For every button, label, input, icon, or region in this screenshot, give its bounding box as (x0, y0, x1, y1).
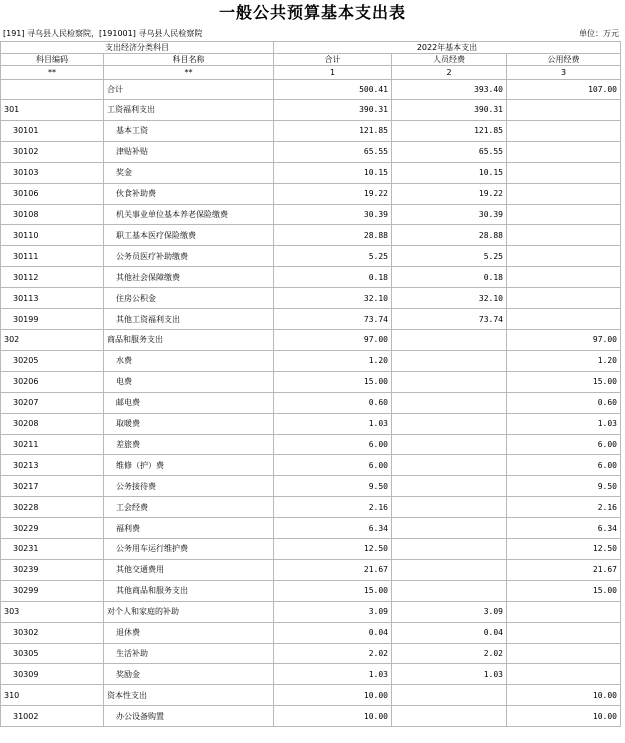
cell-name: 机关事业单位基本养老保险缴费 (104, 204, 274, 225)
cell-total: 500.41 (274, 80, 392, 100)
cell-public (507, 601, 621, 622)
cell-code: 30228 (1, 497, 104, 518)
cell-total: 19.22 (274, 183, 392, 204)
cell-total: 5.25 (274, 246, 392, 267)
cell-total: 3.09 (274, 601, 392, 622)
cell-public (507, 162, 621, 183)
cell-public (507, 664, 621, 685)
header-group-row (1, 42, 621, 54)
cell-name: 取暖费 (104, 413, 274, 434)
index-code: ** (1, 66, 104, 80)
table-row (1, 204, 621, 225)
cell-total: 30.39 (274, 204, 392, 225)
cell-name: 办公设备购置 (104, 706, 274, 727)
cell-name: 工会经费 (104, 497, 274, 518)
cell-public (507, 246, 621, 267)
cell-personnel: 19.22 (392, 183, 507, 204)
cell-code: 30299 (1, 580, 104, 601)
table-row (1, 434, 621, 455)
cell-name: 对个人和家庭的补助 (104, 601, 274, 622)
cell-personnel: 121.85 (392, 120, 507, 141)
header-group-right: 2022年基本支出 (274, 42, 621, 54)
cell-code: 30113 (1, 288, 104, 309)
cell-code: 30213 (1, 455, 104, 476)
cell-total: 2.02 (274, 643, 392, 664)
cell-public (507, 120, 621, 141)
table-row (1, 455, 621, 476)
cell-total: 6.34 (274, 518, 392, 539)
cell-code: 30211 (1, 434, 104, 455)
table-row (1, 162, 621, 183)
budget-table (0, 41, 621, 727)
cell-personnel: 65.55 (392, 141, 507, 162)
table-row (1, 622, 621, 643)
cell-code: 310 (1, 685, 104, 706)
header-name: 科目名称 (104, 54, 274, 66)
cell-name: 生活补助 (104, 643, 274, 664)
cell-code: 30108 (1, 204, 104, 225)
organization-label: [191] 寻乌县人民检察院，[191001] 寻乌县人民检察院 (3, 29, 203, 38)
cell-personnel (392, 350, 507, 371)
cell-personnel (392, 455, 507, 476)
index-name: ** (104, 66, 274, 80)
cell-name: 公务接待费 (104, 476, 274, 497)
cell-code: 303 (1, 601, 104, 622)
cell-name: 其他交通费用 (104, 559, 274, 580)
table-row (1, 288, 621, 309)
page-title: 一般公共预算基本支出表 (218, 3, 406, 22)
cell-code: 30231 (1, 539, 104, 560)
cell-code: 30112 (1, 267, 104, 288)
cell-code: 302 (1, 329, 104, 350)
cell-public: 12.50 (507, 539, 621, 560)
cell-personnel (392, 518, 507, 539)
cell-code: 30229 (1, 518, 104, 539)
cell-name: 基本工资 (104, 120, 274, 141)
header-column-row (1, 54, 621, 66)
table-row (1, 685, 621, 706)
cell-name: 差旅费 (104, 434, 274, 455)
cell-public (507, 100, 621, 121)
cell-total: 28.88 (274, 225, 392, 246)
cell-public: 0.60 (507, 392, 621, 413)
cell-total: 6.00 (274, 455, 392, 476)
cell-code: 30205 (1, 350, 104, 371)
cell-public (507, 141, 621, 162)
cell-total: 1.03 (274, 413, 392, 434)
cell-personnel (392, 580, 507, 601)
cell-code: 30309 (1, 664, 104, 685)
cell-name: 津贴补贴 (104, 141, 274, 162)
total-row (1, 80, 621, 100)
cell-code: 30111 (1, 246, 104, 267)
cell-personnel: 3.09 (392, 601, 507, 622)
cell-public (507, 288, 621, 309)
cell-personnel: 0.18 (392, 267, 507, 288)
cell-public: 6.00 (507, 434, 621, 455)
cell-name: 资本性支出 (104, 685, 274, 706)
table-row (1, 559, 621, 580)
cell-code: 30103 (1, 162, 104, 183)
cell-personnel: 32.10 (392, 288, 507, 309)
cell-name: 其他社会保障缴费 (104, 267, 274, 288)
cell-name: 电费 (104, 371, 274, 392)
cell-total: 73.74 (274, 309, 392, 330)
cell-code: 30101 (1, 120, 104, 141)
table-row (1, 643, 621, 664)
cell-name: 合计 (104, 80, 274, 100)
cell-total: 0.04 (274, 622, 392, 643)
table-row (1, 246, 621, 267)
cell-total: 21.67 (274, 559, 392, 580)
table-row (1, 183, 621, 204)
cell-total: 390.31 (274, 100, 392, 121)
cell-public: 97.00 (507, 329, 621, 350)
cell-personnel: 0.04 (392, 622, 507, 643)
cell-code: 30102 (1, 141, 104, 162)
cell-public: 107.00 (507, 80, 621, 100)
cell-public (507, 643, 621, 664)
table-row (1, 350, 621, 371)
cell-public: 2.16 (507, 497, 621, 518)
cell-personnel (392, 706, 507, 727)
cell-personnel (392, 434, 507, 455)
cell-name: 商品和服务支出 (104, 329, 274, 350)
cell-total: 2.16 (274, 497, 392, 518)
cell-total: 1.20 (274, 350, 392, 371)
cell-name: 邮电费 (104, 392, 274, 413)
cell-name: 福利费 (104, 518, 274, 539)
cell-public (507, 183, 621, 204)
index-personnel: 2 (392, 66, 507, 80)
index-public: 3 (507, 66, 621, 80)
table-row (1, 601, 621, 622)
cell-public: 6.34 (507, 518, 621, 539)
cell-code: 30217 (1, 476, 104, 497)
table-row (1, 371, 621, 392)
header-index-row (1, 66, 621, 80)
cell-code: 30110 (1, 225, 104, 246)
cell-personnel: 28.88 (392, 225, 507, 246)
table-row (1, 225, 621, 246)
cell-name: 伙食补助费 (104, 183, 274, 204)
table-row (1, 539, 621, 560)
cell-public: 21.67 (507, 559, 621, 580)
cell-personnel: 30.39 (392, 204, 507, 225)
cell-public (507, 622, 621, 643)
table-row (1, 392, 621, 413)
table-row (1, 267, 621, 288)
table-row (1, 329, 621, 350)
table-row (1, 120, 621, 141)
cell-personnel (392, 685, 507, 706)
cell-code: 30207 (1, 392, 104, 413)
cell-total: 15.00 (274, 371, 392, 392)
cell-public (507, 204, 621, 225)
header-total: 合计 (274, 54, 392, 66)
cell-total: 121.85 (274, 120, 392, 141)
cell-personnel (392, 559, 507, 580)
table-row (1, 309, 621, 330)
cell-total: 12.50 (274, 539, 392, 560)
cell-code: 30305 (1, 643, 104, 664)
index-total: 1 (274, 66, 392, 80)
cell-code: 30199 (1, 309, 104, 330)
cell-public: 15.00 (507, 371, 621, 392)
cell-total: 10.00 (274, 685, 392, 706)
cell-name: 奖励金 (104, 664, 274, 685)
cell-total: 6.00 (274, 434, 392, 455)
cell-total: 1.03 (274, 664, 392, 685)
cell-public: 9.50 (507, 476, 621, 497)
table-row (1, 413, 621, 434)
cell-name: 住房公积金 (104, 288, 274, 309)
cell-personnel: 393.40 (392, 80, 507, 100)
cell-personnel (392, 392, 507, 413)
cell-total: 10.15 (274, 162, 392, 183)
cell-personnel (392, 329, 507, 350)
cell-total: 32.10 (274, 288, 392, 309)
cell-personnel: 390.31 (392, 100, 507, 121)
cell-total: 97.00 (274, 329, 392, 350)
cell-code: 31002 (1, 706, 104, 727)
cell-name: 退休费 (104, 622, 274, 643)
cell-name: 维修（护）费 (104, 455, 274, 476)
table-row (1, 497, 621, 518)
table-row (1, 580, 621, 601)
table-row (1, 141, 621, 162)
cell-code: 30302 (1, 622, 104, 643)
cell-code: 30206 (1, 371, 104, 392)
cell-public: 6.00 (507, 455, 621, 476)
cell-personnel: 10.15 (392, 162, 507, 183)
header-group-left: 支出经济分类科目 (1, 42, 274, 54)
cell-personnel: 5.25 (392, 246, 507, 267)
header-code: 科目编码 (1, 54, 104, 66)
cell-personnel (392, 476, 507, 497)
cell-name: 公务员医疗补助缴费 (104, 246, 274, 267)
table-row (1, 664, 621, 685)
cell-public: 15.00 (507, 580, 621, 601)
cell-public: 10.00 (507, 685, 621, 706)
cell-name: 其他商品和服务支出 (104, 580, 274, 601)
cell-name: 奖金 (104, 162, 274, 183)
table-row (1, 706, 621, 727)
cell-name: 其他工资福利支出 (104, 309, 274, 330)
cell-public: 1.03 (507, 413, 621, 434)
unit-label: 单位：万元 (579, 29, 619, 38)
cell-code: 30106 (1, 183, 104, 204)
cell-total: 15.00 (274, 580, 392, 601)
cell-personnel (392, 539, 507, 560)
cell-code: 301 (1, 100, 104, 121)
cell-total: 65.55 (274, 141, 392, 162)
cell-code: 30208 (1, 413, 104, 434)
cell-personnel (392, 413, 507, 434)
cell-public (507, 225, 621, 246)
cell-public (507, 267, 621, 288)
cell-code (1, 80, 104, 100)
cell-public: 1.20 (507, 350, 621, 371)
table-row (1, 518, 621, 539)
table-row (1, 476, 621, 497)
cell-name: 职工基本医疗保险缴费 (104, 225, 274, 246)
table-row (1, 100, 621, 121)
cell-name: 水费 (104, 350, 274, 371)
cell-total: 9.50 (274, 476, 392, 497)
cell-name: 工资福利支出 (104, 100, 274, 121)
cell-total: 0.60 (274, 392, 392, 413)
cell-code: 30239 (1, 559, 104, 580)
cell-name: 公务用车运行维护费 (104, 539, 274, 560)
cell-public: 10.00 (507, 706, 621, 727)
cell-public (507, 309, 621, 330)
cell-personnel: 1.03 (392, 664, 507, 685)
cell-personnel (392, 497, 507, 518)
cell-personnel (392, 371, 507, 392)
table-body (1, 80, 621, 727)
cell-personnel: 2.02 (392, 643, 507, 664)
header-personnel: 人员经费 (392, 54, 507, 66)
cell-total: 0.18 (274, 267, 392, 288)
header-public: 公用经费 (507, 54, 621, 66)
cell-total: 10.00 (274, 706, 392, 727)
cell-personnel: 73.74 (392, 309, 507, 330)
